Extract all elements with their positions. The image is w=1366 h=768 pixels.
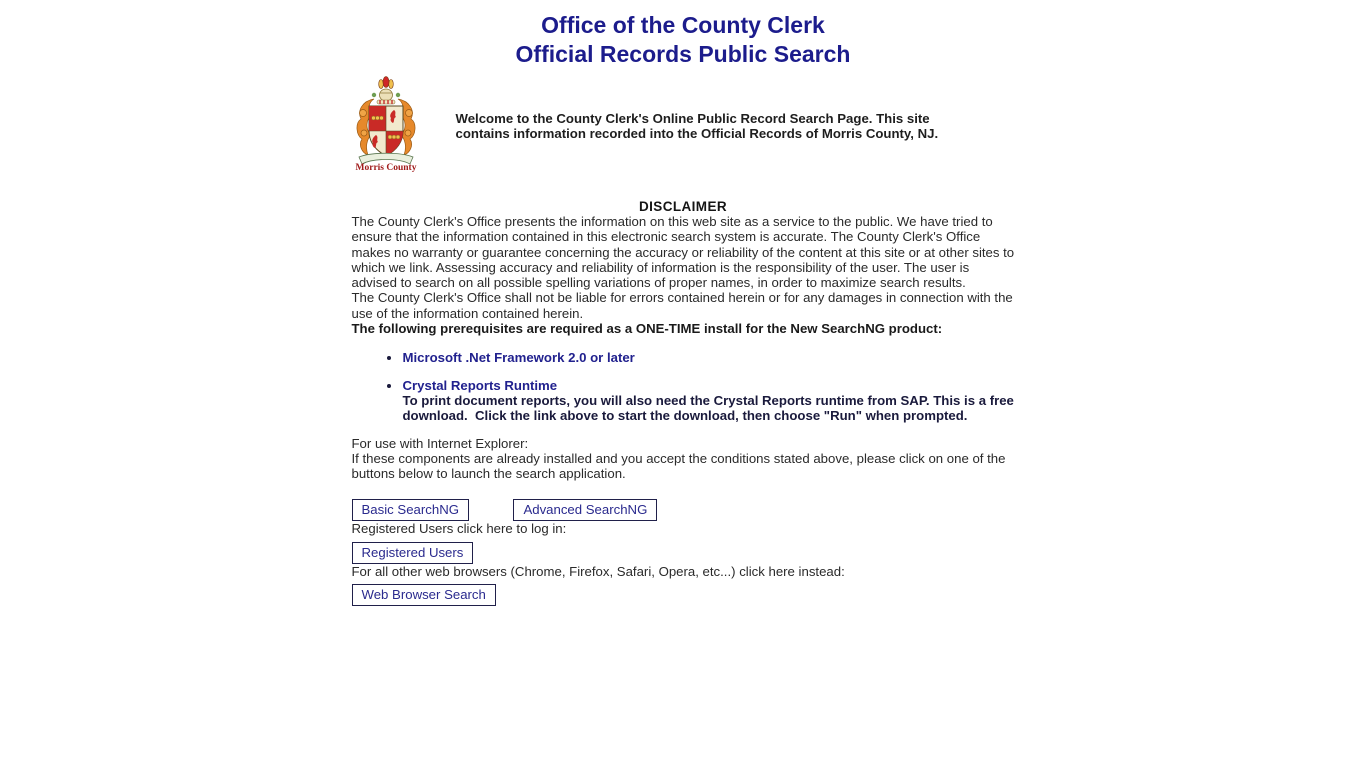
page-title-line-1: Office of the County Clerk: [541, 12, 825, 38]
crystal-reports-description: To print document reports, you will also need the Crystal Reports runtime from SAP. This is a free download. Click the link above to start the download, then choose "Run" when prompted.: [402, 392, 1018, 424]
disclaimer-paragraph-2: The County Clerk's Office shall not be liable for errors contained herein or for any damages in connection with the use of the information contained herein.: [351, 290, 1013, 321]
dotnet-framework-link[interactable]: Microsoft .Net Framework 2.0 or later: [402, 350, 635, 366]
morris-county-crest-image: [352, 75, 420, 177]
search-buttons-row: [352, 499, 1015, 521]
other-browsers-note: For all other web browsers (Chrome, Firefox, Safari, Opera, etc...) click here instead:: [351, 563, 845, 579]
registered-users-button-row: [352, 542, 1015, 564]
page-title-line-2: Official Records Public Search: [515, 41, 851, 67]
prerequisite-item-crystal-reports: [402, 377, 1018, 424]
crest-svg: [352, 75, 420, 172]
basic-searchng-button[interactable]: Basic SearchNG: [352, 499, 469, 521]
crest-caption: Morris County: [355, 163, 416, 172]
web-browser-search-button[interactable]: Web Browser Search: [352, 584, 496, 606]
registered-users-button[interactable]: Registered Users: [352, 542, 474, 564]
welcome-row: [352, 75, 1015, 177]
prerequisites-list: [352, 350, 1018, 424]
ie-usage-note: [352, 436, 1015, 482]
registered-users-note: Registered Users click here to log in:: [351, 521, 567, 537]
advanced-searchng-button[interactable]: Advanced SearchNG: [513, 499, 657, 521]
ie-usage-note-line-1: For use with Internet Explorer:: [351, 435, 529, 451]
page-content: [351, 0, 1018, 606]
crystal-reports-link[interactable]: Crystal Reports Runtime: [402, 377, 558, 393]
disclaimer-heading: DISCLAIMER: [639, 199, 727, 214]
prerequisites-intro: The following prerequisites are required as a ONE-TIME install for the New SearchNG product:: [351, 321, 943, 337]
ie-usage-note-line-2: If these components are already installed and you accept the conditions stated above, please click on one of the buttons below to launch the search application.: [351, 450, 1006, 482]
prerequisite-item-dotnet: [402, 350, 1015, 365]
disclaimer-paragraph-1: The County Clerk's Office presents the information on this web site as a service to the public. We have tried to ensure that the information contained in this electronic search system is accurate. The County Clerk's Office makes no warranty or guarantee concerning the accuracy or reliability of the content at this site or at other sites to which we link. Assessing accuracy and reliability of information is the responsibility of the user. The user is advised to search on all possible spelling variations of proper names, in order to maximize search results.: [351, 214, 1015, 291]
page-title: [352, 11, 1015, 69]
web-browser-search-button-row: [352, 584, 1015, 606]
welcome-text: Welcome to the County Clerk's Online Public Record Search Page. This site contains information recorded into the Official Records of Morris County, NJ.: [455, 110, 939, 141]
